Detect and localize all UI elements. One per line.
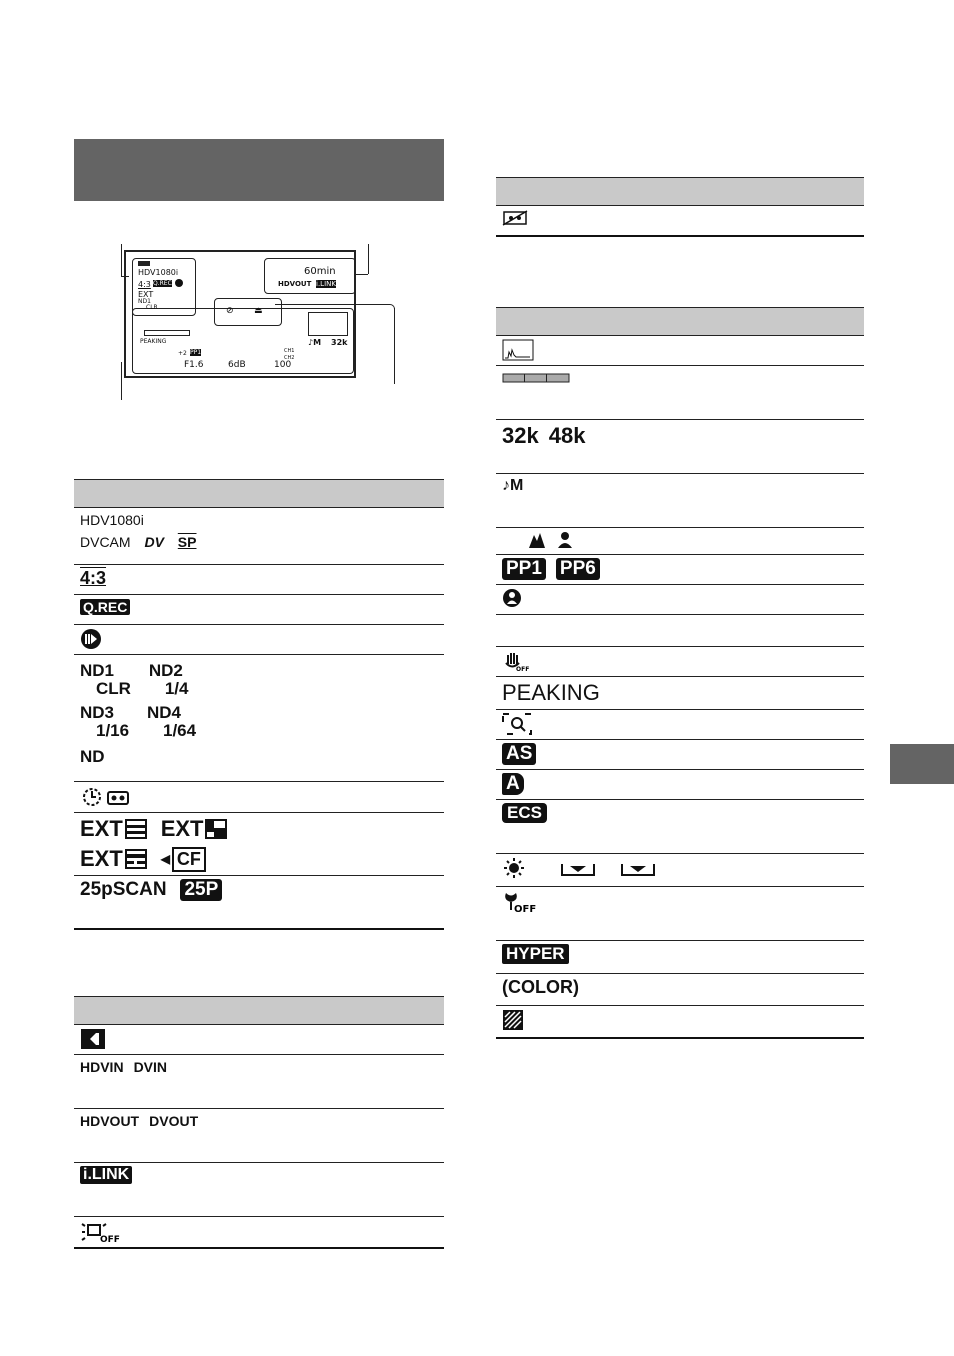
tele-macro-off-icon [502,890,536,914]
section-title-bar [74,139,444,201]
lcd-ch1: CH1 [284,348,295,354]
lcd-as: +2 [178,350,187,357]
aspect-4-3-icon: 4:3 [80,568,107,588]
cf-card-icon: ◀ CF [161,847,206,872]
table-row [496,555,864,585]
histogram-icon [502,339,534,361]
table-row [496,420,864,474]
table-row [496,615,864,647]
nd2-icon: ND2 1/4 [148,661,189,698]
dvcam-icon: DVCAM [80,533,131,550]
lcd-pp: PP1 [190,349,202,356]
nd3-icon: ND3 1/16 [80,703,130,740]
color-slow-shutter-icon: ( COLOR ) [502,977,579,997]
table-row [496,740,864,770]
table-row [74,1217,444,1249]
table-row [496,887,864,941]
table-row [74,813,444,876]
dv-out-icon: DVOUT [149,1113,199,1130]
lcd-eject-icon: ⏏ [254,306,263,316]
dv-in-icon: DVIN [133,1059,168,1076]
table-row [74,782,444,813]
white-balance-b-icon [620,858,656,878]
ext-battery-icon: EXT [80,816,147,842]
table-row [74,876,444,930]
table-row [496,710,864,740]
table-row [74,508,444,565]
table-row [496,854,864,887]
audio-48k-icon: 48k [548,423,586,448]
lcd-peaking: PEAKING [140,338,167,345]
audio-level-meter-icon [502,372,570,384]
hdv1080i-icon: HDV1080i [80,512,144,529]
zebra-icon [502,1009,524,1031]
table-header [496,308,864,336]
portrait-icon [556,531,574,549]
display-table-lower-left [74,996,444,1249]
sp-icon: SP [177,533,197,550]
end-search-icon [80,1028,106,1050]
table-row [496,770,864,800]
lcd-hdvout: HDVOUT [278,280,312,288]
lcd-audio-khz: 32k [331,338,348,347]
table-row [496,585,864,615]
table-row [496,647,864,677]
smooth-slow-rec-icon [80,628,102,650]
lcd-ch2: CH2 [284,355,295,361]
table-row [496,206,864,237]
svg-text:OFF: OFF [100,1235,120,1244]
svg-text:OFF: OFF [516,666,530,672]
steadyshot-off-icon [502,650,532,672]
table-row [496,800,864,854]
white-balance-outdoor-icon [502,857,526,879]
table-header [74,480,444,508]
table-row [74,595,444,625]
nd4-icon: ND4 1/64 [146,703,197,740]
expanded-focus-icon [502,713,532,735]
25p-scan-icon: 25pSCAN [80,879,167,900]
table-row [496,1006,864,1039]
lcd-nd: ND1 [138,298,151,305]
ae-shift-icon: A [502,773,524,795]
display-table-upper-right [496,177,864,237]
white-balance-a-icon [560,858,596,878]
nd1-clr-icon: ND1 CLR [80,661,131,698]
no-tape-icon [502,210,528,226]
table-row [74,655,444,782]
audio-32k-icon: 32k [502,423,539,448]
lcd-time: 60min [304,266,336,277]
ilink-icon: i.LINK [80,1166,132,1184]
hdv-out-icon: HDVOUT [80,1113,140,1130]
side-tab [890,744,954,784]
lcd-histogram [308,312,348,336]
skintone-icon [502,588,522,608]
table-row [496,474,864,528]
table-row [496,366,864,420]
lcd-clr: CLR [146,304,158,311]
display-table-lower-right [496,307,864,1039]
lcd-no-tape-icon: ⊘ [226,306,234,316]
table-row [74,1025,444,1055]
ext-battery-icon-2: EXT [161,816,228,842]
table-row [496,941,864,974]
hyper-gain-icon: HYPER [502,944,569,964]
lcd-aspect: 4:3 [138,280,151,289]
table-row [496,677,864,710]
table-row [74,1109,444,1163]
25p-icon: 25P [180,879,222,901]
dv-icon: DV [144,533,164,550]
lcd-shutter: 100 [274,360,292,370]
nd-icon: ND [80,747,105,766]
table-row [74,625,444,655]
table-row [74,1163,444,1217]
lcd-qrec: Q.REC [153,280,172,287]
lcd-format: HDV1080i [138,268,179,277]
table-header [496,178,864,206]
hdv-in-icon: HDVIN [80,1059,124,1076]
rec-review-icon [80,785,130,809]
peaking-icon: PEAKING [502,680,600,705]
ecs-icon: ECS [502,803,547,823]
table-row [496,336,864,366]
svg-text:OFF: OFF [514,904,536,914]
monitor-off-icon [80,1220,120,1244]
lcd-iris: F1.6 [184,360,204,370]
picture-profile-1-icon: PP1 [502,558,546,580]
table-row [74,1055,444,1109]
ext-battery-icon-3: EXT [80,846,147,872]
display-table-upper-left [74,479,444,930]
lcd-ilink: i.LINK [316,280,336,288]
landscape-icon [528,531,546,549]
lcd-ext: EXT [138,290,154,299]
lcd-screen: HDV1080i 4:3 Q.REC EXT ND1 CLR 60min HDVOUT i.LINK ⊘ ⏏ ♪M 32k CH1 CH2 PEAKING +2 PP1 F1.6 6dB 100 [124,250,356,378]
table-row [496,974,864,1006]
audio-mode-icon: ♪M [502,477,524,495]
qrec-icon: Q.REC [80,599,130,615]
table-row [496,528,864,555]
picture-profile-6-icon: PP6 [556,558,600,580]
table-row [74,565,444,595]
lcd-gain: 6dB [228,360,246,370]
table-header [74,997,444,1025]
auto-shutter-icon: AS [502,743,536,765]
